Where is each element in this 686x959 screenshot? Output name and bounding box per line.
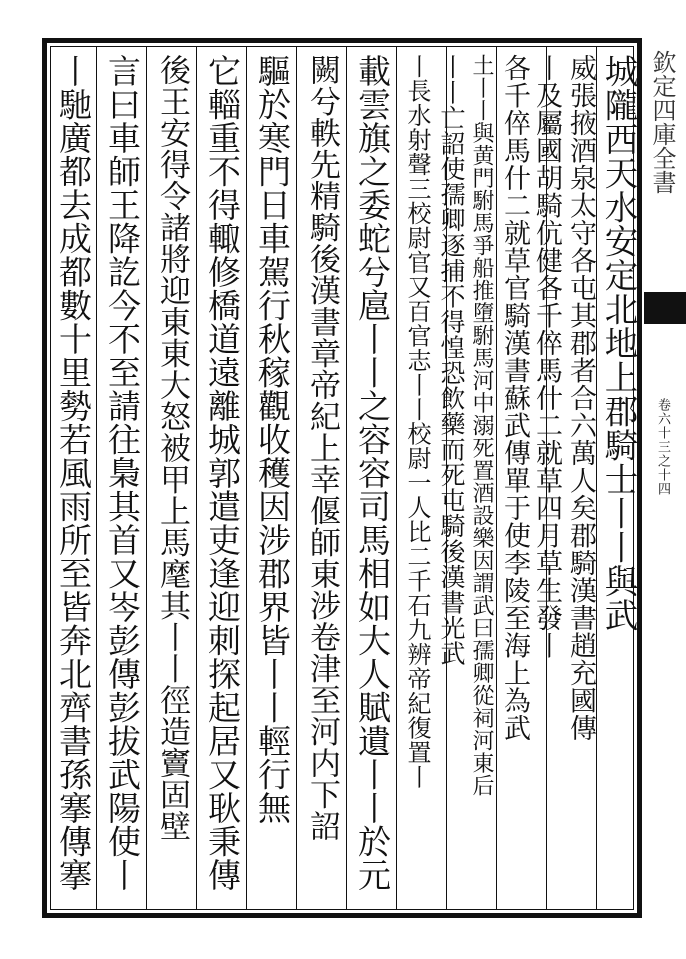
fishtail-mark [644,292,686,320]
text-column: 丨長水射聲三校尉官又百官志丨丨校尉一人比二千石九辨帝紀復置丨 [403,54,431,789]
text-column: 闕兮軼先精騎後漢書章帝紀上幸偃師東涉卷津至河内下詔 [304,54,340,842]
text-column: 土丨丨與黄門駙馬爭船推墮駙馬河中溺死置酒設樂因謂武曰孺卿從祠河東后 [469,54,494,797]
text-column: 它輜重不得輙修橋道遠離城郭遣吏逢迎刺探起居又耿秉傳 [203,54,242,892]
margin-volume-label: 卷六十三之十四 [655,398,670,496]
margin-book-title: 欽定四庫全書 [648,50,676,194]
column-rule [396,46,397,910]
column-rule [496,46,497,910]
column-rule [96,46,97,910]
column-rule [146,46,147,910]
text-column: 言曰車師王降訖今不至請往梟其首又岑彭傳彭拔武陽使丨 [103,54,142,892]
fishtail-mark-rule [644,320,686,324]
text-column: 載雲旗之委蛇兮扈丨丨之容容司馬相如大人賦遺丨丨於元 [353,54,392,892]
text-column: 丨丨亡詔使孺卿逐捕不得惶恐飲藥而死屯騎後漢書光武 [437,54,466,666]
column-rule [296,46,297,910]
text-column: 丨及屬國胡騎伉健各千倅馬什二就草四月草生發丨 [531,54,562,659]
text-column: 威張掖酒泉太守各屯其郡者合六萬人矣郡騎漢書趙充國傳 [565,54,596,742]
text-column: 城隴西天水安定北地上郡騎士丨丨與武 [599,54,638,632]
text-column: 後王安得令諸將迎東東大怒被甲上馬麾其丨丨徑造竇固壁 [154,54,190,842]
text-column: 丨馳廣都去成都數十里勢若風雨所至皆奔北齊書孫搴傳搴 [54,54,93,892]
column-rule [246,46,247,910]
text-column: 各千倅馬什二就草官騎漢書蘇武傳單于使李陵至海上為武 [499,54,530,742]
text-column: 驅於寒門日車駕行秋稼觀收穫因涉郡界皆丨丨輕行無 [253,54,292,825]
column-rule [346,46,347,910]
column-rule [196,46,197,910]
column-rule [596,46,597,910]
